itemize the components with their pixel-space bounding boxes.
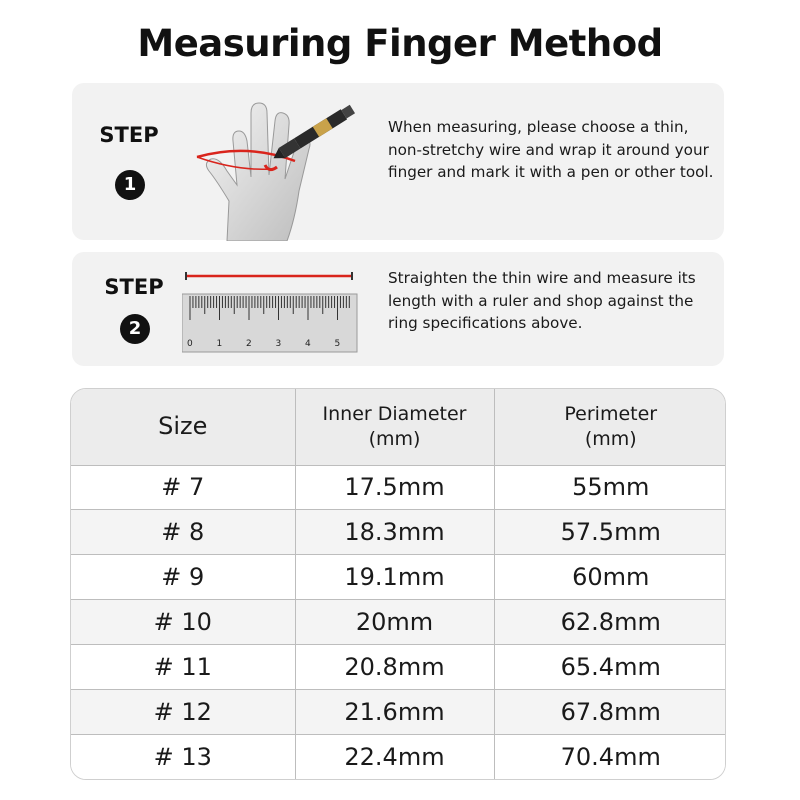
table-row (71, 555, 726, 600)
ruler-tick-label: 5 (334, 339, 341, 349)
table-header-row (71, 389, 726, 465)
inner-diameter-cell: 22.4mm (295, 734, 494, 779)
size-cell: # 9 (71, 555, 295, 600)
perimeter-header-unit: (mm) (584, 427, 637, 450)
size-cell: # 8 (71, 510, 295, 555)
table-row (71, 644, 726, 689)
table-row (71, 465, 726, 510)
step-2-number: 2 (120, 314, 150, 344)
perimeter-cell: 60mm (494, 555, 726, 600)
inner-diameter-header (295, 389, 494, 465)
size-cell: # 7 (71, 465, 295, 510)
size-cell: # 10 (71, 600, 295, 645)
step-2-label: STEP (104, 275, 164, 299)
perimeter-cell: 62.8mm (494, 600, 726, 645)
size-header-label: Size (158, 412, 208, 441)
size-cell: # 13 (71, 734, 295, 779)
ruler-tick-label: 4 (305, 339, 311, 349)
inner-diameter-cell: 17.5mm (295, 465, 494, 510)
step-1-number: 1 (115, 170, 145, 200)
ruler-tick-label: 3 (275, 339, 282, 349)
step-1-card (72, 83, 724, 240)
hand-with-wire-and-pen-icon (187, 101, 377, 241)
perimeter-header (494, 389, 726, 465)
perimeter-header-label: Perimeter (564, 402, 658, 425)
step-1-label: STEP (99, 123, 159, 147)
perimeter-cell: 70.4mm (560, 742, 661, 771)
perimeter-cell: 55mm (494, 465, 726, 510)
table-row (71, 510, 726, 555)
inner-diameter-cell: 21.6mm (295, 689, 494, 734)
ruler-tick-label: 1 (216, 339, 223, 349)
ruler-tick-label: 0 (187, 339, 193, 349)
perimeter-cell: 67.8mm (494, 689, 726, 734)
size-cell: # 12 (71, 689, 295, 734)
inner-diameter-header-label: Inner Diameter (322, 402, 467, 425)
inner-diameter-cell: 18.3mm (295, 510, 494, 555)
inner-diameter-cell: 19.1mm (295, 555, 494, 600)
step-2-card (72, 252, 724, 366)
step-1-text: When measuring, please choose a thin, non-stretchy wire and wrap it around your finger and mark it with a pen or other tool. (388, 118, 714, 181)
ruler-with-wire-icon (182, 266, 372, 356)
perimeter-cell: 57.5mm (494, 510, 726, 555)
inner-diameter-header-unit: (mm) (368, 427, 421, 450)
step-2-text: Straighten the thin wire and measure its length with a ruler and shop against the ring specifications above. (388, 269, 696, 332)
perimeter-cell: 65.4mm (494, 644, 726, 689)
inner-diameter-cell: 20.8mm (295, 644, 494, 689)
size-header (71, 389, 295, 465)
ruler-tick-label: 2 (246, 339, 252, 349)
inner-diameter-cell: 20mm (295, 600, 494, 645)
table-row (71, 689, 726, 734)
page-title: Measuring Finger Method (137, 22, 663, 65)
ring-size-table (70, 388, 726, 780)
table-row (71, 600, 726, 645)
size-cell: # 11 (71, 644, 295, 689)
table-row (71, 734, 726, 779)
